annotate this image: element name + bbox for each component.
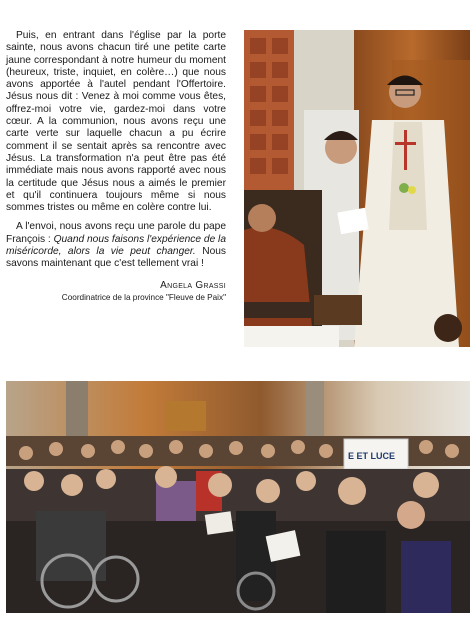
article-text (6, 30, 226, 304)
paragraph-text: A l'envoi, nous avons reçu une parole du pape François : (6, 221, 226, 245)
author-name: Angela Grassi (160, 279, 226, 291)
article-paragraph (6, 221, 226, 270)
paragraph-text: Nous savons maintenant que c'est tellement vrai ! (6, 246, 226, 270)
banner-text: E ET LUCE (348, 451, 396, 461)
article-paragraph (6, 30, 226, 214)
priests-photo (244, 30, 470, 347)
congregation-photo (6, 381, 470, 613)
article-paragraphs (6, 30, 226, 271)
signature-block (6, 280, 226, 304)
pope-quote: Quand nous faisons l'expérience de la miséricorde, alors la vie peut changer. (6, 233, 226, 258)
author-role: Coordinatrice de la province "Fleuve de Paix" (61, 292, 226, 302)
paragraph-text: Puis, en entrant dans l'église par la porte sainte, nous avons chacun tiré une petite carte jaune correspondant à notre humeur du moment (heureux, triste, inquiet, en colère…) que nous avons apportée à l'autel pendant l'Offertoire. Jésus nous dit : Venez à moi comme vous êtes, offrez-moi votre vie, gardez-moi dans votre cœur. A la communion, nous avons reçu une carte verte sur laquelle chacun a pu écrire comment il se sentait après sa rencontre avec Jésus. La transformation n'a peut être pas été immédiate mais nous avons rapporté avec nous la certitude que Jésus nous a aimés le premier et qu'il continuera toujours même si nous sommes tristes ou même en colère contre lui. (6, 30, 226, 214)
